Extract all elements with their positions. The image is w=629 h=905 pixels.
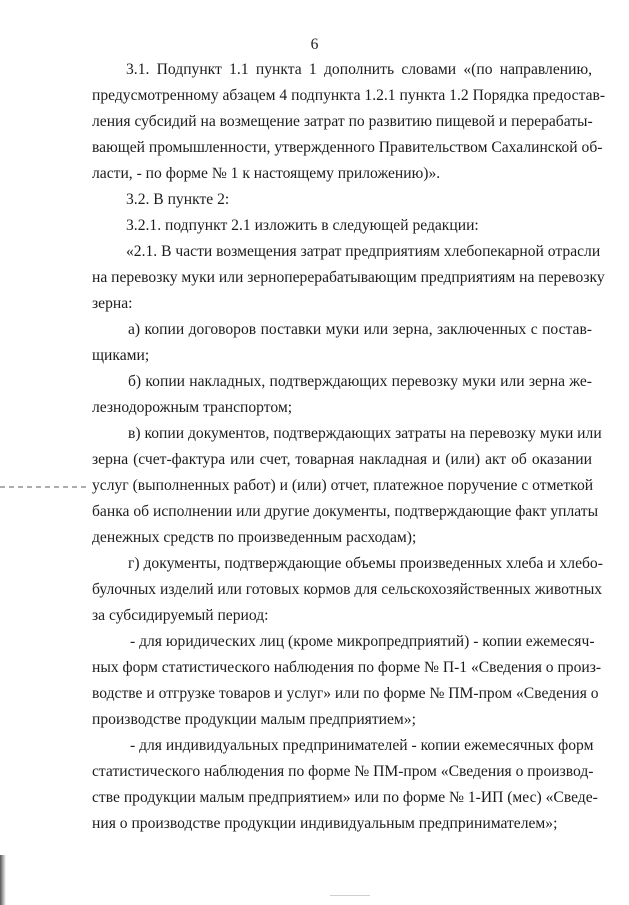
text-line: денежных средств по произведенным расходам);	[92, 529, 417, 546]
text-line: а) копии договоров поставки муки или зерна, заключенных с постав-	[128, 321, 592, 338]
text-line: лезнодорожным транспортом;	[92, 399, 293, 416]
text-line: 3.1. Подпункт 1.1 пункта 1 дополнить словами «(по направлению,	[126, 61, 592, 78]
text-line: - для индивидуальных предпринимателей - копии ежемесячных форм	[130, 737, 594, 754]
text-line: предусмотренному абзацем 4 подпункта 1.2.1 пункта 1.2 Порядка предостав-	[92, 87, 606, 104]
scan-speck	[330, 895, 370, 896]
text-line: на перевозку муки или зерноперерабатывающим предприятиям на перевозку	[92, 269, 605, 286]
text-line: 3.2.1. подпункт 2.1 изложить в следующей редакции:	[126, 217, 479, 234]
text-line: стве продукции малым предприятием» или по форме № 1-ИП (мес) «Сведе-	[92, 789, 598, 806]
text-line: ния о производстве продукции индивидуальным предпринимателем»;	[92, 815, 558, 832]
text-line: в) копии документов, подтверждающих затраты на перевозку муки или	[128, 425, 602, 442]
text-line: 3.2. В пункте 2:	[126, 191, 230, 208]
text-line: б) копии накладных, подтверждающих перевозку муки или зерна же-	[128, 373, 592, 390]
scan-artifact-line	[0, 486, 90, 488]
text-line: за субсидируемый период:	[92, 607, 269, 624]
text-line: зерна (счет-фактура или счет, товарная накладная и (или) акт об оказании	[92, 451, 592, 468]
text-line: ласти, - по форме № 1 к настоящему приложению)».	[92, 165, 441, 182]
text-line: ления субсидий на возмещение затрат по развитию пищевой и перерабаты-	[92, 113, 593, 130]
text-line: г) документы, подтверждающие объемы произведенных хлеба и хлебо-	[128, 555, 603, 572]
page-number: 6	[310, 36, 319, 53]
text-line: банка об исполнении или другие документы, подтверждающие факт уплаты	[92, 503, 599, 520]
text-line: щиками;	[92, 347, 150, 364]
text-line: водстве и отгрузке товаров и услуг» или по форме № ПМ-пром «Сведения о	[92, 685, 599, 702]
text-line: ных форм статистического наблюдения по форме № П-1 «Сведения о произ-	[92, 659, 602, 676]
text-line: «2.1. В части возмещения затрат предприятиям хлебопекарной отрасли	[126, 243, 601, 260]
text-line: - для юридических лиц (кроме микропредприятий) - копии ежемесяч-	[130, 633, 595, 650]
text-line: зерна:	[92, 295, 133, 312]
scan-edge-shadow	[0, 855, 6, 905]
text-line: вающей промышленности, утвержденного Правительством Сахалинской об-	[92, 139, 603, 156]
text-line: статистического наблюдения по форме № ПМ-пром «Сведения о производ-	[92, 763, 594, 780]
text-line: булочных изделий или готовых кормов для сельскохозяйственных животных	[92, 581, 603, 598]
text-line: производстве продукции малым предприятием»;	[92, 711, 416, 728]
text-line: услуг (выполненных работ) и (или) отчет, платежное поручение с отметкой	[92, 477, 594, 494]
